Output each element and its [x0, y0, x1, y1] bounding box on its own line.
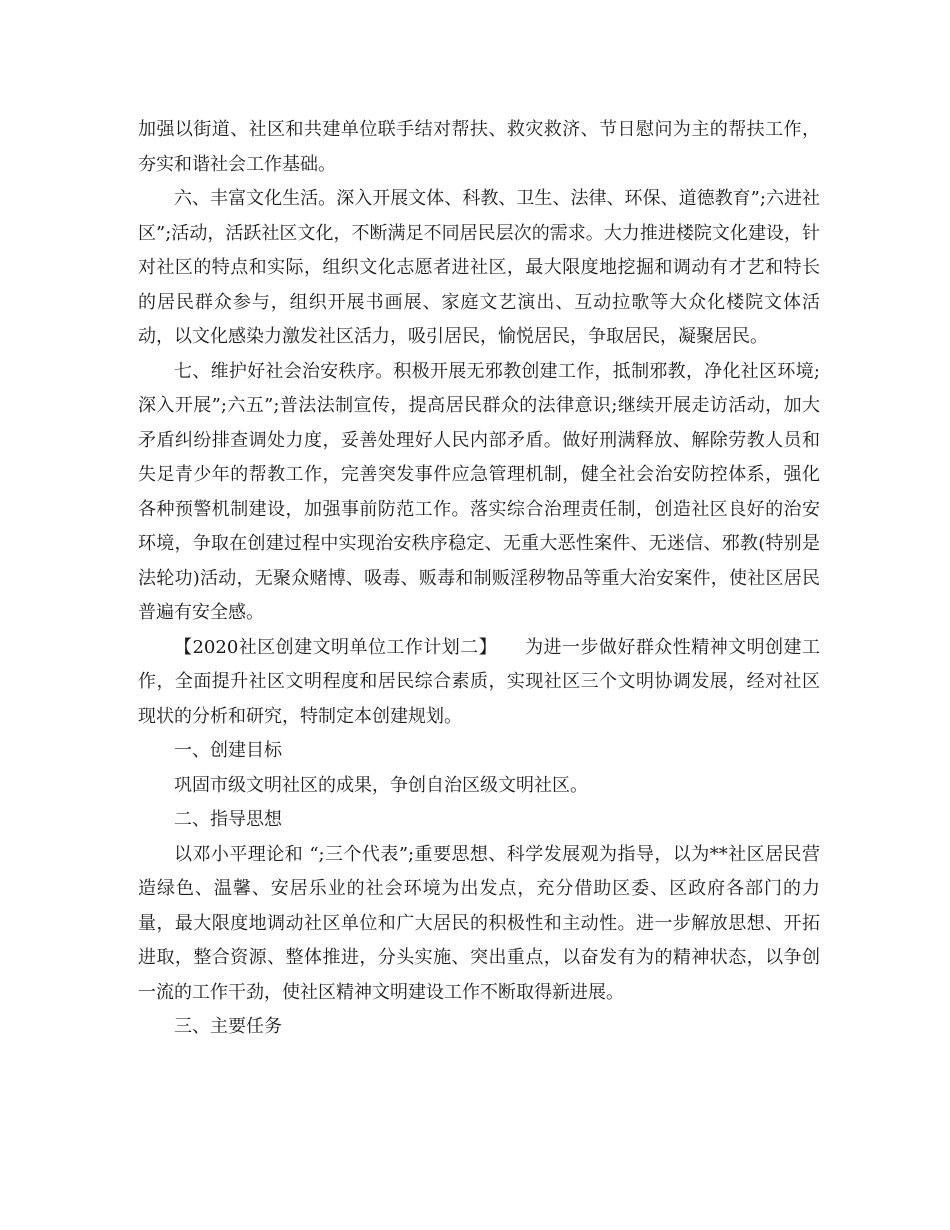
document-body [138, 113, 820, 1045]
paragraph-plan-two-intro: 【2020社区创建文明单位工作计划二】 为进一步做好群众性精神文明创建工作，全面提升社区文明程度和居民综合素质，实现社区三个文明协调发展，经对社区现状的分析和研究，特制定本创建规划。 [138, 636, 820, 727]
paragraph-goal: 巩固市级文明社区的成果，争创自治区级文明社区。 [174, 774, 588, 796]
paragraph-guiding-ideology: 以邓小平理论和 “;三个代表”;重要思想、科学发展观为指导，以为**社区居民营造绿色、温馨、安居乐业的社会环境为出发点，充分借助区委、区政府各部门的力量，最大限度地调动社区单位和广大居民的积极性和主动性。进一步解放思想、开拓进取，整合资源、整体推进，分头实施、突出重点，以奋发有为的精神状态，以争创一流的工作干劲，使社区精神文明建设工作不断取得新进展。 [138, 843, 820, 1003]
heading-main-tasks: 三、主要任务 [174, 1016, 282, 1037]
paragraph-support-work: 加强以街道、社区和共建单位联手结对帮扶、救灾救济、节日慰问为主的帮扶工作，夯实和谐社会工作基础。 [138, 119, 820, 175]
paragraph-public-security: 七、维护好社会治安秩序。积极开展无邪教创建工作，抵制邪教，净化社区环境;深入开展”;六五”;普法法制宣传，提高居民群众的法律意识;继续开展走访活动，加大矛盾纠纷排查调处力度，妥善处理好人民内部矛盾。做好刑满释放、解除劳教人员和失足青少年的帮教工作，完善突发事件应急管理机制，健全社会治安防控体系，强化各种预警机制建设，加强事前防范工作。落实综合治理责任制，创造社区良好的治安环境，争取在创建过程中实现治安秩序稳定、无重大恶性案件、无迷信、邪教(特别是法轮功)活动，无聚众赌博、吸毒、贩毒和制贩淫秽物品等重大治安案件，使社区居民普遍有安全感。 [138, 360, 820, 623]
heading-goal: 一、创建目标 [174, 740, 282, 761]
heading-guiding-ideology: 二、指导思想 [174, 809, 282, 830]
paragraph-culture-life: 六、丰富文化生活。深入开展文体、科教、卫生、法律、环保、道德教育”;六进社区”;活动，活跃社区文化，不断满足不同居民层次的需求。大力推进楼院文化建设，针对社区的特点和实际，组织文化志愿者进社区，最大限度地挖掘和调动有才艺和特长的居民群众参与，组织开展书画展、家庭文艺演出、互动拉歌等大众化楼院文体活动，以文化感染力激发社区活力，吸引居民，愉悦居民，争取居民，凝聚居民。 [138, 188, 820, 347]
